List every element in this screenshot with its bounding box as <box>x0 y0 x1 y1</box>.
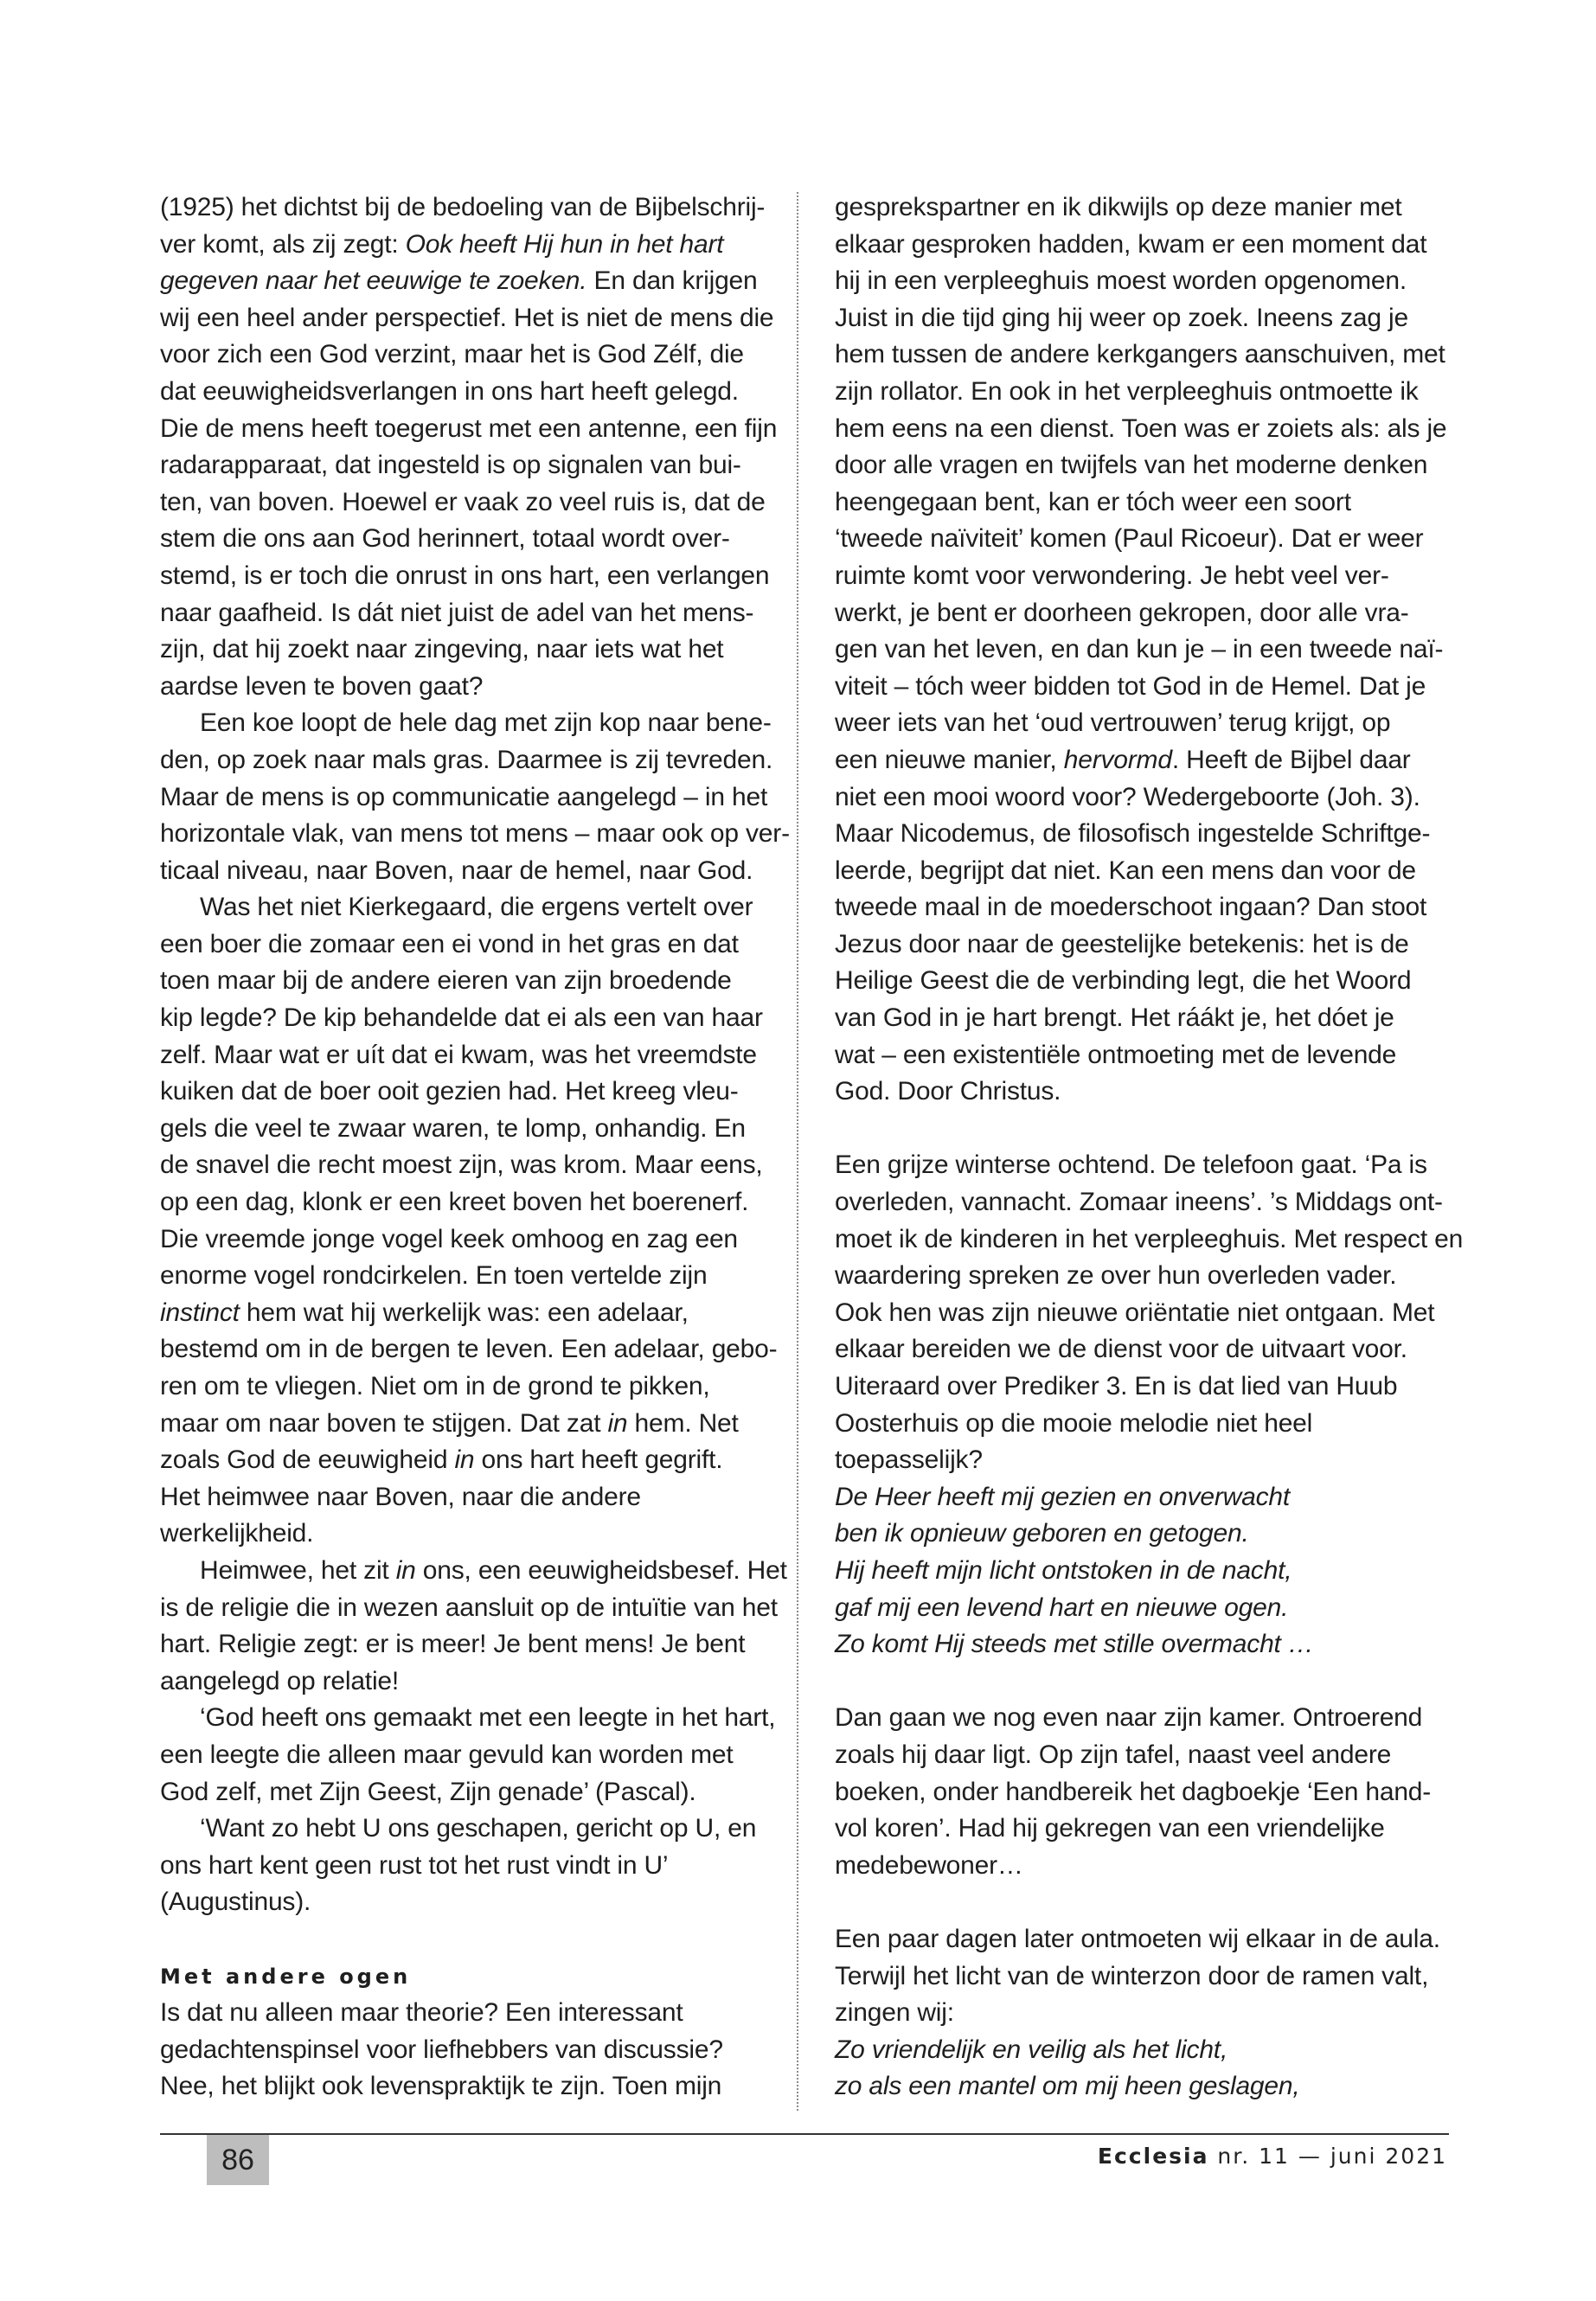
text: ten, van boven. Hoewel er vaak zo veel ruis is, dat de <box>160 487 766 516</box>
text-line <box>160 1958 766 1996</box>
right-column <box>835 189 1464 2106</box>
text-line <box>160 963 766 1000</box>
text: leerde, begrijpt dat niet. Kan een mens dan voor de <box>835 856 1416 885</box>
text-line <box>835 521 1458 558</box>
italic-text: Zo komt Hij steeds met stille overmacht … <box>835 1630 1314 1659</box>
text-line <box>160 1000 766 1037</box>
text-line <box>160 2068 766 2106</box>
text: zelf. Maar wat er uít dat ei kwam, was het vreemdste <box>160 1040 757 1069</box>
text: zijn, dat hij zoekt naar zingeving, naar iets wat het <box>160 635 724 664</box>
issue-info: nr. 11 — juni 2021 <box>1217 2144 1447 2169</box>
paragraph <box>835 1700 1458 1884</box>
text-line <box>835 705 1458 742</box>
text-line <box>160 1406 766 1443</box>
text-line <box>835 889 1458 926</box>
italic-text: instinct <box>160 1298 240 1327</box>
text: Een grijze winterse ochtend. De telefoon gaat. ‘Pa is <box>835 1150 1427 1180</box>
text: radarapparaat, dat ingesteld is op signalen van bui- <box>160 451 741 480</box>
text-line <box>160 1700 776 1737</box>
text-line <box>160 411 778 448</box>
text-line <box>835 816 1458 853</box>
text: stemd, is er toch die onrust in ons hart, een verlangen <box>160 561 770 590</box>
paragraph <box>160 1553 787 1700</box>
text: God. Door Christus. <box>835 1077 1061 1106</box>
text: tweede maal in de moederschoot ingaan? Dan stoot <box>835 893 1427 922</box>
text-line <box>160 1111 766 1148</box>
text-line <box>160 1737 766 1774</box>
paragraph <box>160 189 778 705</box>
text: Dan gaan we nog even naar zijn kamer. Ontroerend <box>835 1703 1423 1733</box>
text-line <box>160 595 766 632</box>
italic-text: Ook heeft Hij hun in het hart <box>405 229 724 259</box>
text-line <box>160 705 772 742</box>
text-line <box>160 1258 766 1295</box>
text: wat – een existentiële ontmoeting met de levende <box>835 1040 1397 1069</box>
text: een boer die zomaar een ei vond in het gras en dat <box>160 929 739 958</box>
text-line <box>835 1000 1458 1037</box>
text-line <box>835 1184 1458 1221</box>
text: Is dat nu alleen maar theorie? Een interessant <box>160 1998 683 2028</box>
text-line <box>160 1368 766 1406</box>
paragraph <box>835 189 1458 1111</box>
text: hem. Net <box>627 1408 739 1438</box>
footer-rule <box>160 2133 1449 2135</box>
italic-text: Hij heeft mijn licht ontstoken in de nacht, <box>835 1555 1292 1585</box>
text-line <box>835 1995 1458 2032</box>
italic-text: zo als een mantel om mij heen geslagen, <box>835 2072 1300 2101</box>
text: zoals hij daar ligt. Op zijn tafel, naast veel andere <box>835 1740 1392 1769</box>
text-line <box>160 447 766 484</box>
text-line <box>835 1479 1458 1516</box>
text: Jezus door naar de geestelijke betekenis: het is de <box>835 929 1409 958</box>
text-line <box>835 263 1458 300</box>
text-line <box>160 926 766 964</box>
text-line <box>835 189 1458 227</box>
text: ‘tweede naïviteit’ komen (Paul Ricoeur). Dat er weer <box>835 524 1424 554</box>
text-line <box>160 1184 766 1221</box>
text: horizontale vlak, van mens tot mens – maar ook op ver- <box>160 819 790 849</box>
text-line <box>160 1884 766 1921</box>
italic-text: ben ik opnieuw geboren en getogen. <box>835 1519 1249 1548</box>
text: den, op zoek naar mals gras. Daarmee is zij tevreden. <box>160 745 773 774</box>
paragraph <box>160 1700 776 1811</box>
text-line <box>835 1516 1458 1553</box>
text: Een paar dagen later ontmoeten wij elkaar in de aula. <box>835 1924 1440 1953</box>
text-line <box>160 1811 766 1848</box>
text: elkaar bereiden we de dienst voor de uitvaart voor. <box>835 1335 1407 1364</box>
text-line <box>160 263 766 300</box>
text-line <box>835 1848 1458 1885</box>
paragraph <box>160 705 790 889</box>
text-line <box>160 631 766 669</box>
text-line <box>835 374 1458 411</box>
paragraph <box>160 1811 766 1921</box>
text: dat eeuwigheidsverlangen in ons hart heeft gelegd. <box>160 376 739 406</box>
text-line <box>160 189 766 227</box>
text: Heilige Geest die de verbinding legt, die het Woord <box>835 966 1412 996</box>
text: aangelegd op relatie! <box>160 1666 400 1695</box>
text: hij in een verpleeghuis moest worden opgenomen. <box>835 266 1407 296</box>
text-line <box>835 336 1458 374</box>
text: ver komt, als zij zegt: <box>160 229 406 259</box>
text: wij een heel ander perspectief. Het is niet de mens die <box>160 303 774 332</box>
text-line <box>835 2068 1458 2106</box>
text-line <box>160 521 766 558</box>
text-line <box>160 779 766 817</box>
text-line <box>160 889 766 926</box>
text-line <box>160 1663 766 1701</box>
text-line <box>835 963 1458 1000</box>
text: is de religie die in wezen aansluit op de intuïtie van het <box>160 1593 778 1622</box>
column-divider <box>797 192 798 2111</box>
text-line <box>160 1626 766 1663</box>
text: ons, een eeuwigheidsbesef. Het <box>415 1555 787 1585</box>
text-line <box>160 742 773 779</box>
text-line <box>160 1516 766 1553</box>
text-line <box>835 300 1458 337</box>
text: viteit – tóch weer bidden tot God in de Hemel. Dat je <box>835 671 1426 701</box>
text: een leegte die alleen maar gevuld kan worden met <box>160 1740 734 1769</box>
text: elkaar gesproken hadden, kwam er een moment dat <box>835 229 1427 259</box>
text-line <box>160 1590 778 1627</box>
text-line <box>835 558 1458 595</box>
italic-text: in <box>395 1555 416 1585</box>
text-line <box>160 1074 766 1111</box>
text: niet een mooi woord voor? Wedergeboorte (Joh. 3). <box>835 782 1420 811</box>
text: waardering spreken ze over hun overleden vader. <box>835 1261 1397 1291</box>
text-line <box>160 558 770 595</box>
text: gels die veel te zwaar waren, te lomp, onhandig. En <box>160 1113 746 1143</box>
text: voor zich een God verzint, maar het is God Zélf, die <box>160 340 744 369</box>
text-line <box>835 1958 1458 1996</box>
text-line <box>160 1442 766 1479</box>
section-heading <box>160 1958 766 1996</box>
italic-text: in <box>607 1408 628 1438</box>
text: Uiteraard over Prediker 3. En is dat lied van Huub <box>835 1372 1398 1400</box>
text-line <box>835 669 1458 706</box>
text-line <box>835 1590 1458 1627</box>
text-line <box>835 1147 1458 1184</box>
paragraph <box>160 889 778 1553</box>
footer-publication <box>1098 2144 1447 2169</box>
text: ren om te vliegen. Niet om in de grond te pikken, <box>160 1372 710 1400</box>
text: bestemd om in de bergen te leven. Een adelaar, gebo- <box>160 1335 778 1364</box>
text-line <box>160 2032 766 2069</box>
text-line <box>160 1774 766 1811</box>
text-line <box>835 447 1458 484</box>
text: ons hart heeft gegrift. <box>474 1445 723 1475</box>
text: maar om naar boven te stijgen. Dat zat <box>160 1408 608 1438</box>
text: zijn rollator. En ook in het verpleeghuis ontmoette ik <box>835 376 1419 406</box>
text: ticaal niveau, naar Boven, naar de hemel, naar God. <box>160 856 753 885</box>
text-line <box>835 1700 1458 1737</box>
text: (Augustinus). <box>160 1888 311 1917</box>
magazine-name: Ecclesia <box>1097 2144 1209 2169</box>
text-line <box>160 484 766 522</box>
text: gesprekspartner en ik dikwijls op deze manier met <box>835 193 1402 221</box>
text-line <box>835 1037 1458 1074</box>
italic-text: gaf mij een levend hart en nieuwe ogen. <box>835 1593 1289 1622</box>
text: enorme vogel rondcirkelen. En toen vertelde zijn <box>160 1261 708 1291</box>
text-line <box>835 484 1458 522</box>
text: zingen wij: <box>835 1998 954 2028</box>
text-line <box>835 1368 1458 1406</box>
text: Ook hen was zijn nieuwe oriëntatie niet ontgaan. Met <box>835 1298 1435 1327</box>
text: Het heimwee naar Boven, naar die andere <box>160 1482 641 1511</box>
text-line <box>160 336 766 374</box>
text-line <box>835 742 1458 779</box>
text: God zelf, met Zijn Geest, Zijn genade’ (Pascal). <box>160 1777 696 1806</box>
text-line <box>160 227 766 264</box>
text-line <box>160 1147 766 1184</box>
text-line <box>160 1295 766 1332</box>
text-line <box>835 1442 1458 1479</box>
text-line <box>835 1553 1458 1590</box>
text-line <box>835 1221 1464 1259</box>
text-line <box>160 1037 766 1074</box>
text: toen maar bij de andere eieren van zijn broedende <box>160 966 732 996</box>
text-line <box>160 853 766 890</box>
text: aardse leven te boven gaat? <box>160 671 484 701</box>
text-line <box>160 1221 766 1259</box>
paragraph <box>835 1921 1458 2106</box>
text-line <box>835 1921 1458 1958</box>
text-line <box>835 1774 1458 1811</box>
text-line <box>160 1331 778 1368</box>
text: zoals God de eeuwigheid <box>160 1445 455 1475</box>
text: Die de mens heeft toegerust met een antenne, een fijn <box>160 413 778 443</box>
text: hem tussen de andere kerkgangers aanschuiven, met <box>835 340 1445 369</box>
text: ruimte komt voor verwondering. Je hebt veel ver- <box>835 561 1389 590</box>
text: Nee, het blijkt ook levenspraktijk te zijn. Toen mijn <box>160 2072 722 2101</box>
text: Met andere ogen <box>160 1964 412 1989</box>
text-line <box>835 1811 1458 1848</box>
left-column <box>160 189 790 2106</box>
text: Oosterhuis op die mooie melodie niet heel <box>835 1408 1313 1438</box>
text: vol koren’. Had hij gekregen van een vriendelijke <box>835 1814 1385 1843</box>
text: heengegaan bent, kan er tóch weer een soort <box>835 487 1351 516</box>
italic-text: De Heer heeft mij gezien en onverwacht <box>835 1482 1291 1511</box>
text: toepasselijk? <box>835 1445 983 1475</box>
text: (1925) het dichtst bij de bedoeling van de Bijbelschrij- <box>160 193 766 221</box>
text: Juist in die tijd ging hij weer op zoek. Ineens zag je <box>835 303 1408 332</box>
text-line <box>835 853 1458 890</box>
text-line <box>835 926 1458 964</box>
text-line <box>160 300 774 337</box>
text-line <box>835 2032 1458 2069</box>
text: kuiken dat de boer ooit gezien had. Het kreeg vleu- <box>160 1077 739 1106</box>
text: Die vreemde jonge vogel keek omhoog en zag een <box>160 1224 738 1253</box>
text: naar gaafheid. Is dát niet juist de adel van het mens- <box>160 598 754 627</box>
text: hem wat hij werkelijk was: een adelaar, <box>239 1298 689 1327</box>
text: gedachtenspinsel voor liefhebbers van discussie? <box>160 2035 723 2064</box>
text-line <box>835 1258 1458 1295</box>
text: En dan krijgen <box>586 266 758 296</box>
text-line <box>835 1737 1458 1774</box>
text-line <box>835 1406 1458 1443</box>
page-number: 86 <box>207 2135 269 2185</box>
text: hart. Religie zegt: er is meer! Je bent mens! Je bent <box>160 1630 746 1659</box>
text-line <box>160 1479 766 1516</box>
text: . Heeft de Bijbel daar <box>1171 745 1411 774</box>
text-line <box>835 1295 1458 1332</box>
text-line <box>160 1553 787 1590</box>
text-line <box>835 1626 1458 1663</box>
text-line <box>160 374 766 411</box>
text-line <box>835 227 1458 264</box>
text-line <box>835 631 1458 669</box>
italic-text: gegeven naar het eeuwige te zoeken. <box>160 266 587 296</box>
text: boeken, onder handbereik het dagboekje ‘Een hand- <box>835 1777 1432 1806</box>
text: hem eens na een dienst. Toen was er zoiets als: als je <box>835 413 1447 443</box>
text: werkelijkheid. <box>160 1519 314 1548</box>
text: weer iets van het ‘oud vertrouwen’ terug krijgt, op <box>835 708 1391 738</box>
text: ‘God heeft ons gemaakt met een leegte in het hart, <box>200 1703 776 1733</box>
text: de snavel die recht moest zijn, was krom. Maar eens, <box>160 1150 763 1180</box>
text-line <box>160 1848 766 1885</box>
italic-text: in <box>454 1445 475 1475</box>
text: Terwijl het licht van de winterzon door de ramen valt, <box>835 1961 1429 1990</box>
italic-text: Zo vriendelijk en veilig als het licht, <box>835 2035 1228 2064</box>
text: kip legde? De kip behandelde dat ei als een van haar <box>160 1003 763 1033</box>
text: Maar Nicodemus, de filosofisch ingestelde Schriftge- <box>835 819 1431 849</box>
text: ons hart kent geen rust tot het rust vindt in U’ <box>160 1850 669 1880</box>
text: Een koe loopt de hele dag met zijn kop naar bene- <box>200 708 772 738</box>
text: gen van het leven, en dan kun je – in een tweede naï- <box>835 635 1444 664</box>
text: door alle vragen en twijfels van het moderne denken <box>835 451 1428 480</box>
text: stem die ons aan God herinnert, totaal wordt over- <box>160 524 730 554</box>
text-line <box>835 595 1458 632</box>
paragraph <box>835 1147 1464 1663</box>
text: een nieuwe manier, <box>835 745 1064 774</box>
text-line <box>160 816 790 853</box>
paragraph <box>160 1995 766 2106</box>
text-line <box>835 1074 1458 1111</box>
text: overleden, vannacht. Zomaar ineens’. ’s Middags ont- <box>835 1188 1443 1217</box>
text: van God in je hart brengt. Het ráákt je, het dóet je <box>835 1003 1394 1033</box>
text: medebewoner… <box>835 1850 1023 1880</box>
text: Was het niet Kierkegaard, die ergens vertelt over <box>200 893 753 922</box>
text-line <box>160 669 766 706</box>
italic-text: hervormd <box>1063 745 1172 774</box>
text-line <box>835 411 1458 448</box>
text: ‘Want zo hebt U ons geschapen, gericht op U, en <box>200 1814 757 1843</box>
text-line <box>835 779 1458 817</box>
text: Heimwee, het zit <box>200 1555 396 1585</box>
text: moet ik de kinderen in het verpleeghuis. Met respect en <box>835 1224 1464 1253</box>
text: op een dag, klonk er een kreet boven het boerenerf. <box>160 1188 749 1217</box>
text: Maar de mens is op communicatie aangelegd – in het <box>160 782 768 811</box>
text-line <box>835 1331 1458 1368</box>
text-line <box>160 1995 766 2032</box>
text: werkt, je bent er doorheen gekropen, door alle vra- <box>835 598 1409 627</box>
